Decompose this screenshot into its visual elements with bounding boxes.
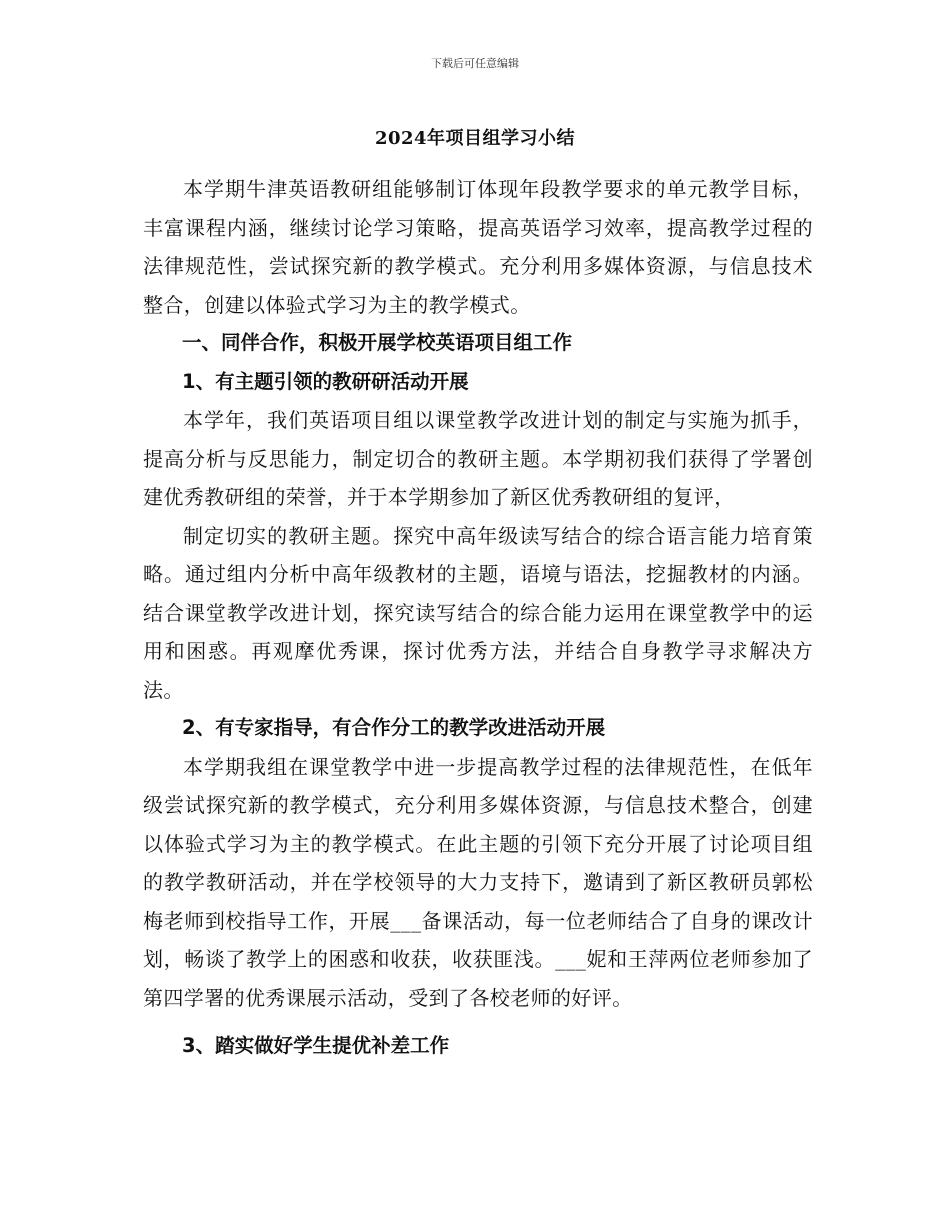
document-title: 2024年项目组学习小结 <box>374 128 576 149</box>
body-paragraph: 制定切实的教研主题。探究中高年级读写结合的综合语言能力培育策略。通过组内分析中高年级教材的主题，语境与语法，挖掘教材的内涵。结合课堂教学改进计划，探究读写结合的综合能力运用在课堂教学中的运用和困惑。再观摩优秀课，探讨优秀方法，并结合自身教学寻求解决方法。 <box>143 523 813 702</box>
body-paragraph: 本学期我组在课堂教学中进一步提高教学过程的法律规范性，在低年级尝试探究新的教学模式，充分利用多媒体资源，与信息技术整合，创建以体验式学习为主的教学模式。在此主题的引领下充分开展了讨论项目组的教学教研活动，并在学校领导的大力支持下，邀请到了新区教研员郭松梅老师到校指导工作，开展___备课活动，每一位老师结合了自身的课改计划，畅谈了教学上的困惑和收获，收获匪浅。___妮和王萍两位老师参加了第四学署的优秀课展示活动，受到了各校老师的好评。 <box>143 754 813 1010</box>
document-body <box>143 170 813 1066</box>
subsection-heading-1: 1、有主题引领的教研研活动开展 <box>182 369 469 393</box>
subsection-heading-2: 2、有专家指导，有合作分工的教学改进活动开展 <box>182 716 606 739</box>
section-heading-1: 一、同伴合作，积极开展学校英语项目组工作 <box>182 331 573 354</box>
subsection-heading-3: 3、踏实做好学生提优补差工作 <box>182 1034 450 1057</box>
body-paragraph: 本学年，我们英语项目组以课堂教学改进计划的制定与实施为抓手，提高分析与反思能力，制定切合的教研主题。本学期初我们获得了学署创建优秀教研组的荣誉，并于本学期参加了新区优秀教研组的复评， <box>143 408 813 509</box>
spacer <box>143 1017 813 1027</box>
header-note: 下载后可任意编辑 <box>431 57 519 70</box>
intro-paragraph: 本学期牛津英语教研组能够制订体现年段教学要求的单元教学目标，丰富课程内涵，继续讨论学习策略，提高英语学习效率，提高教学过程的法律规范性，尝试探究新的教学模式。充分利用多媒体资源，与信息技术整合，创建以体验式学习为主的教学模式。 <box>143 177 813 317</box>
